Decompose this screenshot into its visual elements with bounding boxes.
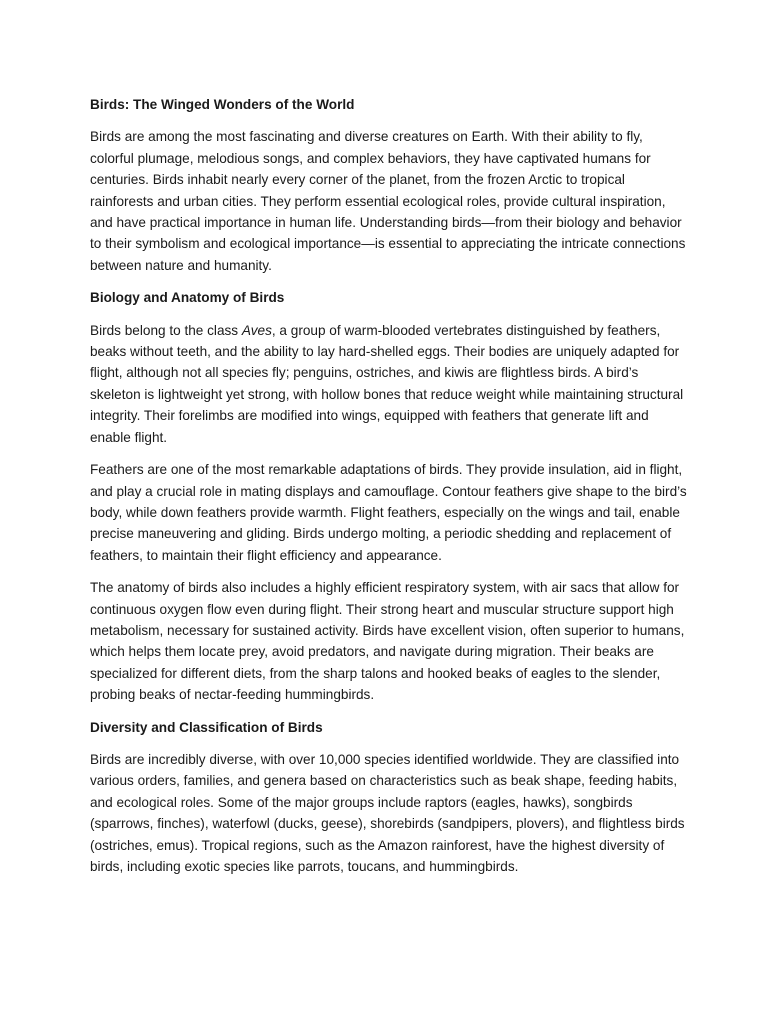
diversity-paragraph-1: Birds are incredibly diverse, with over 10,000 species identified worldwide. They are classified into various orders, families, and genera based on characteristics such as beak shape, feeding habits, and ecological roles. Some of the major groups include raptors (eagles, hawks), songbirds (sparrows, finches), waterfowl (ducks, geese), shorebirds (sandpipers, plovers), and flightless birds (ostriches, emus). Tropical regions, such as the Amazon rainforest, have the highest diversity of birds, including exotic species like parrots, toucans, and hummingbirds. [90, 751, 685, 874]
biology-paragraph-3: The anatomy of birds also includes a highly efficient respiratory system, with air sacs that allow for continuous oxygen flow even during flight. Their strong heart and muscular structure support high metabolism, necessary for sustained activity. Birds have excellent vision, often superior to humans, which helps them locate prey, avoid predators, and navigate during migration. Their beaks are specialized for different diets, from the sharp talons and hooked beaks of eagles to the slender, probing beaks of nectar-feeding hummingbirds. [90, 580, 685, 703]
biology-paragraph-1 [90, 320, 690, 448]
document-title: Birds: The Winged Wonders of the World [90, 97, 355, 112]
aves-term: Aves [241, 322, 272, 338]
biology-p1-text-end: , a group of warm-blooded vertebrates distinguished by feathers, beaks without teeth, and the ability to lay hard-shelled eggs. Their bodies are uniquely adapted for flight, although not all species fly; penguins, ostriches, and kiwis are flightless birds. A bird’s skeleton is lightweight yet strong, with hollow bones that reduce weight while maintaining structural integrity. Their forelimbs are modified into wings, equipped with feathers that generate lift and enable flight. [90, 322, 684, 445]
biology-p1-text-start: Birds belong to the class [90, 322, 242, 338]
biology-paragraph-2: Feathers are one of the most remarkable adaptations of birds. They provide insulation, aid in flight, and play a crucial role in mating displays and camouflage. Contour feathers give shape to the bird’s body, while down feathers provide warmth. Flight feathers, especially on the wings and tail, enable precise maneuvering and gliding. Birds undergo molting, a periodic shedding and replacement of feathers, to maintain their flight efficiency and appearance. [90, 462, 687, 563]
intro-paragraph: Birds are among the most fascinating and diverse creatures on Earth. With their ability to fly, colorful plumage, melodious songs, and complex behaviors, they have captivated humans for centuries. Birds inhabit nearly every corner of the planet, from the frozen Arctic to tropical rainforests and urban cities. They perform essential ecological roles, provide cultural inspiration, and have practical importance in human life. Understanding birds—from their biology and behavior to their symbolism and ecological importance—is essential to appreciating the intricate connections between nature and humanity. [90, 129, 686, 273]
document-page [90, 94, 690, 888]
section-heading-diversity: Diversity and Classification of Birds [90, 719, 323, 735]
section-heading-biology: Biology and Anatomy of Birds [90, 290, 285, 306]
